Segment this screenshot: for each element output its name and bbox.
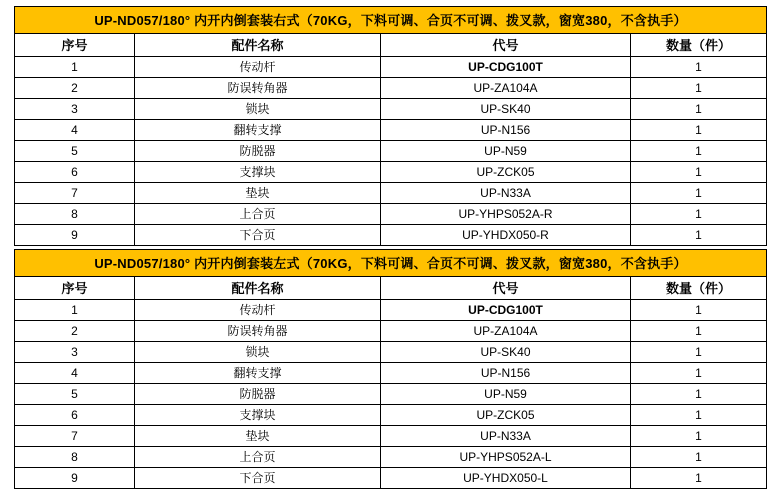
- cell-index: 2: [15, 78, 135, 99]
- cell-quantity: 1: [631, 321, 767, 342]
- cell-part-code: UP-N59: [381, 141, 631, 162]
- cell-part-code: UP-ZA104A: [381, 78, 631, 99]
- table-row: [15, 78, 767, 99]
- table-row: [15, 57, 767, 78]
- table-row: [15, 447, 767, 468]
- column-header-qty: 数量（件）: [631, 34, 767, 57]
- cell-part-name: 下合页: [135, 468, 381, 489]
- cell-part-code: UP-N33A: [381, 426, 631, 447]
- cell-index: 6: [15, 405, 135, 426]
- table-row: [15, 321, 767, 342]
- column-header-index: 序号: [15, 277, 135, 300]
- cell-part-code: UP-N156: [381, 120, 631, 141]
- cell-index: 5: [15, 384, 135, 405]
- cell-part-name: 垫块: [135, 183, 381, 204]
- table-row: [15, 405, 767, 426]
- table-row: [15, 384, 767, 405]
- cell-quantity: 1: [631, 162, 767, 183]
- cell-part-name: 翻转支撑: [135, 120, 381, 141]
- cell-part-name: 传动杆: [135, 300, 381, 321]
- table-row: [15, 204, 767, 225]
- cell-part-name: 支撑块: [135, 405, 381, 426]
- column-header-code: 代号: [381, 34, 631, 57]
- cell-part-code: UP-N156: [381, 363, 631, 384]
- cell-index: 8: [15, 204, 135, 225]
- table-row: [15, 300, 767, 321]
- table-row: [15, 162, 767, 183]
- cell-index: 2: [15, 321, 135, 342]
- cell-part-name: 下合页: [135, 225, 381, 246]
- table-title-row: [15, 250, 767, 277]
- table-row: [15, 426, 767, 447]
- cell-index: 7: [15, 426, 135, 447]
- table-row: [15, 468, 767, 489]
- cell-part-code: UP-YHPS052A-L: [381, 447, 631, 468]
- cell-index: 6: [15, 162, 135, 183]
- cell-part-code: UP-CDG100T: [381, 57, 631, 78]
- cell-quantity: 1: [631, 405, 767, 426]
- cell-part-code: UP-CDG100T: [381, 300, 631, 321]
- cell-part-name: 垫块: [135, 426, 381, 447]
- cell-quantity: 1: [631, 468, 767, 489]
- table-row: [15, 120, 767, 141]
- cell-part-name: 锁块: [135, 342, 381, 363]
- cell-index: 8: [15, 447, 135, 468]
- cell-index: 4: [15, 363, 135, 384]
- cell-part-name: 防误转角器: [135, 321, 381, 342]
- table-row: [15, 141, 767, 162]
- cell-index: 1: [15, 300, 135, 321]
- cell-part-name: 锁块: [135, 99, 381, 120]
- cell-quantity: 1: [631, 141, 767, 162]
- cell-part-name: 上合页: [135, 447, 381, 468]
- cell-index: 5: [15, 141, 135, 162]
- cell-index: 3: [15, 99, 135, 120]
- cell-part-code: UP-ZCK05: [381, 162, 631, 183]
- cell-index: 9: [15, 468, 135, 489]
- table-row: [15, 183, 767, 204]
- cell-quantity: 1: [631, 384, 767, 405]
- column-header-name: 配件名称: [135, 34, 381, 57]
- table-row: [15, 99, 767, 120]
- cell-quantity: 1: [631, 363, 767, 384]
- cell-index: 1: [15, 57, 135, 78]
- cell-quantity: 1: [631, 57, 767, 78]
- cell-part-name: 支撑块: [135, 162, 381, 183]
- cell-part-code: UP-SK40: [381, 99, 631, 120]
- table-title: UP-ND057/180° 内开内倒套装左式（70KG，下料可调、合页不可调、拨叉款，窗宽380，不含执手）: [15, 250, 767, 277]
- table-title-row: [15, 7, 767, 34]
- parts-table-left: [14, 249, 767, 489]
- column-header-index: 序号: [15, 34, 135, 57]
- cell-part-code: UP-SK40: [381, 342, 631, 363]
- cell-part-code: UP-YHDX050-R: [381, 225, 631, 246]
- cell-quantity: 1: [631, 183, 767, 204]
- cell-part-code: UP-ZCK05: [381, 405, 631, 426]
- cell-part-code: UP-YHPS052A-R: [381, 204, 631, 225]
- column-header-name: 配件名称: [135, 277, 381, 300]
- cell-quantity: 1: [631, 120, 767, 141]
- column-header-qty: 数量（件）: [631, 277, 767, 300]
- cell-part-code: UP-YHDX050-L: [381, 468, 631, 489]
- cell-quantity: 1: [631, 300, 767, 321]
- cell-part-name: 防脱器: [135, 141, 381, 162]
- table-row: [15, 363, 767, 384]
- cell-part-name: 传动杆: [135, 57, 381, 78]
- cell-part-code: UP-N33A: [381, 183, 631, 204]
- column-header-code: 代号: [381, 277, 631, 300]
- cell-quantity: 1: [631, 342, 767, 363]
- cell-part-name: 防脱器: [135, 384, 381, 405]
- cell-quantity: 1: [631, 426, 767, 447]
- table-row: [15, 342, 767, 363]
- cell-quantity: 1: [631, 447, 767, 468]
- cell-part-code: UP-N59: [381, 384, 631, 405]
- parts-table-right: [14, 6, 767, 246]
- cell-quantity: 1: [631, 204, 767, 225]
- cell-part-name: 防误转角器: [135, 78, 381, 99]
- cell-quantity: 1: [631, 78, 767, 99]
- cell-index: 3: [15, 342, 135, 363]
- table-header-row: [15, 34, 767, 57]
- cell-quantity: 1: [631, 99, 767, 120]
- table-header-row: [15, 277, 767, 300]
- cell-index: 9: [15, 225, 135, 246]
- table-row: [15, 225, 767, 246]
- table-title: UP-ND057/180° 内开内倒套装右式（70KG，下料可调、合页不可调、拨叉款，窗宽380，不含执手）: [15, 7, 767, 34]
- cell-part-code: UP-ZA104A: [381, 321, 631, 342]
- cell-index: 4: [15, 120, 135, 141]
- cell-part-name: 上合页: [135, 204, 381, 225]
- cell-index: 7: [15, 183, 135, 204]
- cell-quantity: 1: [631, 225, 767, 246]
- cell-part-name: 翻转支撑: [135, 363, 381, 384]
